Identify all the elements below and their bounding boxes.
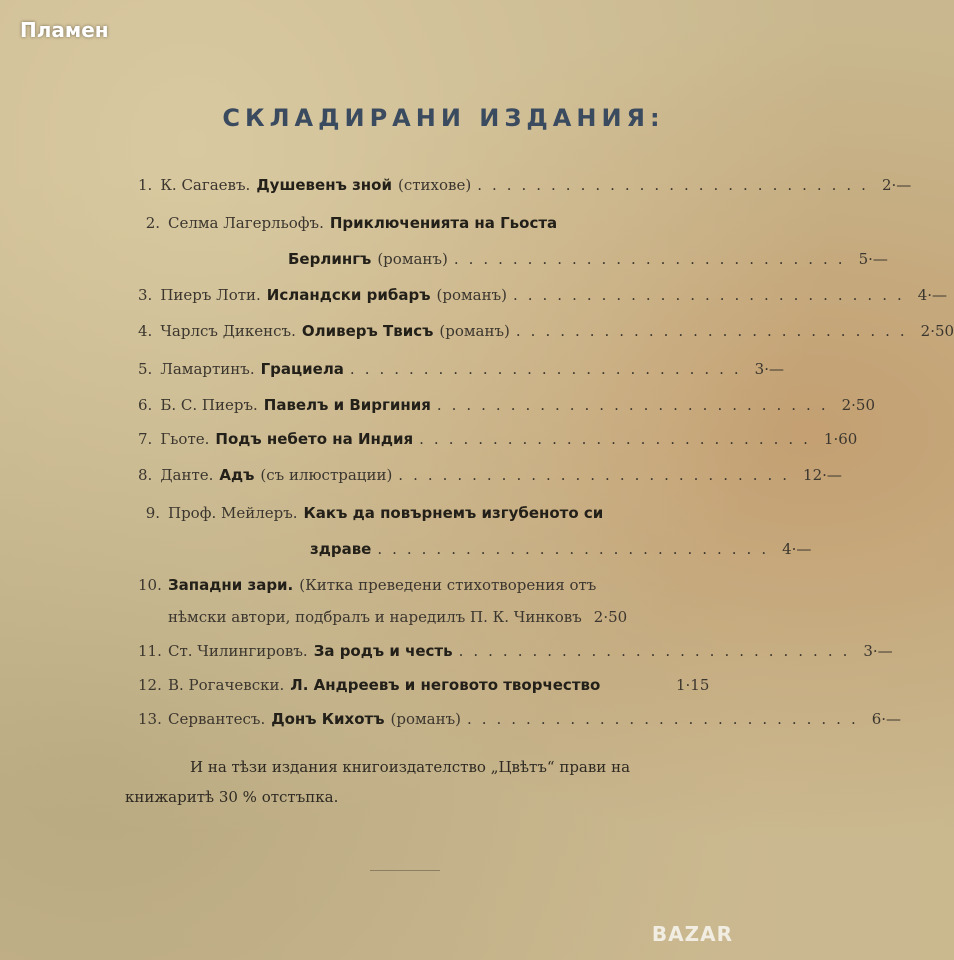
item-price: 1·60: [823, 430, 858, 448]
item-title: здраве: [310, 540, 372, 558]
item-author: Чарлсъ Дикенсъ.: [160, 322, 296, 340]
list-item: [138, 214, 738, 244]
item-price: 2·—: [881, 176, 912, 194]
footnote-line-2: книжаритѣ 30 % отстъпка.: [125, 788, 339, 806]
item-title: Душевенъ зной: [256, 176, 392, 194]
item-price: 3·—: [754, 360, 784, 378]
leader-dots: ...........................: [398, 466, 798, 484]
item-title: Подъ небето на Индия: [215, 430, 414, 448]
item-number: 7.: [138, 430, 153, 448]
list-item-continuation: [138, 608, 738, 638]
leader-dots: ...........................: [436, 396, 836, 414]
item-price: 2·50: [920, 322, 954, 340]
item-number: 12.: [138, 676, 162, 694]
item-price: 2·50: [593, 608, 628, 626]
item-title: Адъ: [219, 466, 255, 484]
item-title: Какъ да повърнемъ изгубеното си: [303, 504, 604, 522]
item-title: Приключенията на Гьоста: [329, 214, 558, 232]
item-title: Л. Андреевъ и неговото творчество: [290, 676, 601, 694]
leader-dots: ...........................: [477, 176, 876, 194]
item-number: 11.: [138, 642, 162, 660]
item-author: Ламартинъ.: [160, 360, 255, 378]
item-author: К. Сагаевъ.: [160, 176, 251, 194]
list-item: [138, 360, 784, 390]
item-note: (съ илюстрации): [260, 466, 393, 484]
leader-dots: ...........................: [349, 360, 749, 378]
item-author: Ст. Чилингировъ.: [168, 642, 308, 660]
list-item: [138, 286, 948, 316]
list-item-continuation: [138, 250, 888, 280]
list-item: [138, 576, 738, 606]
item-note: (романъ): [377, 250, 448, 268]
item-note: (романъ): [436, 286, 507, 304]
item-title: Берлингъ: [288, 250, 372, 268]
list-item: [138, 676, 738, 706]
leader-dots: ...........................: [453, 250, 853, 268]
item-number: 4.: [138, 322, 153, 340]
item-author: Сервантесъ.: [168, 710, 266, 728]
list-item: [138, 466, 842, 496]
item-number: 1.: [138, 176, 153, 194]
item-title: Павелъ и Виргиния: [263, 396, 431, 414]
item-price: 3·—: [863, 642, 893, 660]
item-title: За родъ и честь: [313, 642, 453, 660]
leader-dots: ...........................: [466, 710, 866, 728]
item-number: 3.: [138, 286, 153, 304]
item-note: нѣмски автори, подбралъ и наредилъ П. К. Чинковъ: [168, 608, 582, 626]
item-author: Селма Лагерльофъ.: [168, 214, 324, 232]
item-number: 8.: [138, 466, 153, 484]
list-item: [138, 396, 876, 426]
list-item: [138, 322, 954, 352]
item-author: Гьоте.: [160, 430, 210, 448]
item-note: (Китка преведени стихотворения отъ: [299, 576, 597, 594]
item-number: 10.: [138, 576, 162, 594]
item-author: Данте.: [160, 466, 214, 484]
item-note: (романъ): [439, 322, 510, 340]
item-price: 6·—: [871, 710, 902, 728]
leader-dots: ...........................: [513, 286, 912, 304]
watermark-text: Пламен: [20, 18, 109, 42]
item-author: В. Рогачевски.: [168, 676, 285, 694]
list-item: [138, 176, 912, 206]
item-number: 13.: [138, 710, 162, 728]
list-item: [138, 642, 893, 672]
leader-dots: ...........................: [458, 642, 858, 660]
list-item: [138, 504, 738, 534]
item-number: 2.: [145, 214, 160, 232]
leader-dots: ...........................: [419, 430, 818, 448]
list-item: [138, 430, 858, 460]
item-title: Донъ Кихотъ: [271, 710, 385, 728]
leader-dots: ...........................: [377, 540, 777, 558]
item-title: Исландски рибаръ: [266, 286, 431, 304]
site-logo: BAZAR: [651, 922, 733, 946]
leader-dots: ...........................: [515, 322, 915, 340]
item-author: Проф. Мейлеръ.: [168, 504, 298, 522]
item-note: (стихове): [397, 176, 472, 194]
page-heading: СКЛАДИРАНИ ИЗДАНИЯ:: [222, 104, 665, 132]
divider-rule: [370, 870, 440, 871]
list-item-continuation: [138, 540, 812, 570]
item-title: Оливеръ Твисъ: [301, 322, 434, 340]
item-title: Западни зари.: [168, 576, 294, 594]
item-price: 2·50: [841, 396, 876, 414]
item-author: Б. С. Пиеръ.: [160, 396, 258, 414]
list-item: [138, 710, 902, 740]
item-number: 6.: [138, 396, 153, 414]
item-title: Грациела: [260, 360, 344, 378]
item-author: Пиеръ Лоти.: [160, 286, 261, 304]
item-price: 4·—: [782, 540, 812, 558]
footnote-line-1: И на тѣзи издания книгоиздателство „Цвѣтъ“ прави на: [190, 758, 631, 776]
item-price: 4·—: [917, 286, 948, 304]
item-number: 9.: [145, 504, 160, 522]
item-price: 5·—: [858, 250, 888, 268]
item-number: 5.: [138, 360, 153, 378]
item-price: 1·15: [676, 676, 710, 694]
footnote: [125, 752, 737, 812]
item-note: (романъ): [390, 710, 461, 728]
item-price: 12·—: [803, 466, 842, 484]
